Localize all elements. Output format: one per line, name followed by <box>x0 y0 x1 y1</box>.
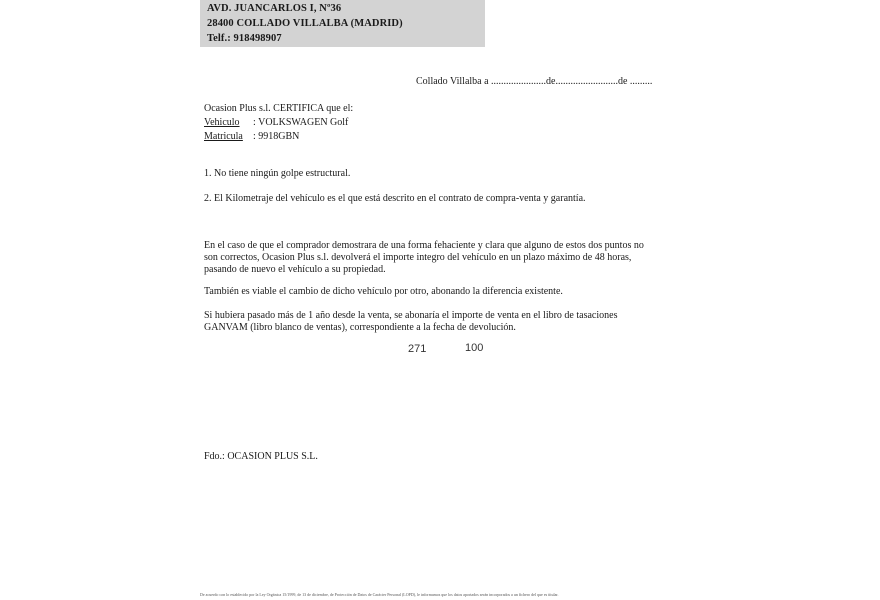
exchange-paragraph: También es viable el cambio de dicho vehículo por otro, abonando la diferencia existente. <box>204 286 563 297</box>
paragraph-line: GANVAM (libro blanco de ventas), correspondiente a la fecha de devolución. <box>204 322 516 333</box>
point-structural: 1. No tiene ningún golpe estructural. <box>204 168 351 179</box>
overlay-number: 271 <box>408 343 427 355</box>
place-date-line: Collado Villalba a ......................de.........................de ......... <box>416 76 653 87</box>
paragraph-line: pasando de nuevo el vehículo a su propiedad. <box>204 264 386 275</box>
paragraph-line: son correctos, Ocasion Plus s.l. devolverá el importe integro del vehículo en un plazo máximo de 48 horas, <box>204 252 632 263</box>
valuation-paragraph <box>204 310 617 334</box>
overlay-number: 100 <box>465 342 484 354</box>
paragraph-line: Si hubiera pasado más de 1 año desde la venta, se abonaría el importe de venta en el libro de tasaciones <box>204 310 618 321</box>
point-mileage: 2. El Kilometraje del vehículo es el que está descrito en el contrato de compra-venta y garantía. <box>204 193 586 204</box>
signature-line: Fdo.: OCASION PLUS S.L. <box>204 451 318 462</box>
plate-value: : 9918GBN <box>253 131 300 142</box>
plate-label: Matricula <box>204 131 243 142</box>
header-address-line: AVD. JUANCARLOS I, Nº36 <box>207 3 342 14</box>
footer-legal-note: De acuerdo con lo establecido por la Ley Orgánica 15/1999, de 13 de diciembre, de Protección de Datos de Carácter Personal (LOPD), le informamos que los datos aportados serán incorporados a un fichero del que es titular. <box>200 592 559 597</box>
header-city-line: 28400 COLLADO VILLALBA (MADRID) <box>207 18 403 29</box>
certificate-intro: Ocasion Plus s.l. CERTIFICA que el: <box>204 103 354 114</box>
header-phone-line: Telf.: 918498907 <box>207 33 282 44</box>
vehicle-value: : VOLKSWAGEN Golf <box>253 117 349 128</box>
paragraph-line: En el caso de que el comprador demostrara de una forma fehaciente y clara que alguno de estos dos puntos no <box>204 240 644 251</box>
refund-paragraph <box>204 240 644 276</box>
vehicle-label: Vehiculo <box>204 117 240 128</box>
